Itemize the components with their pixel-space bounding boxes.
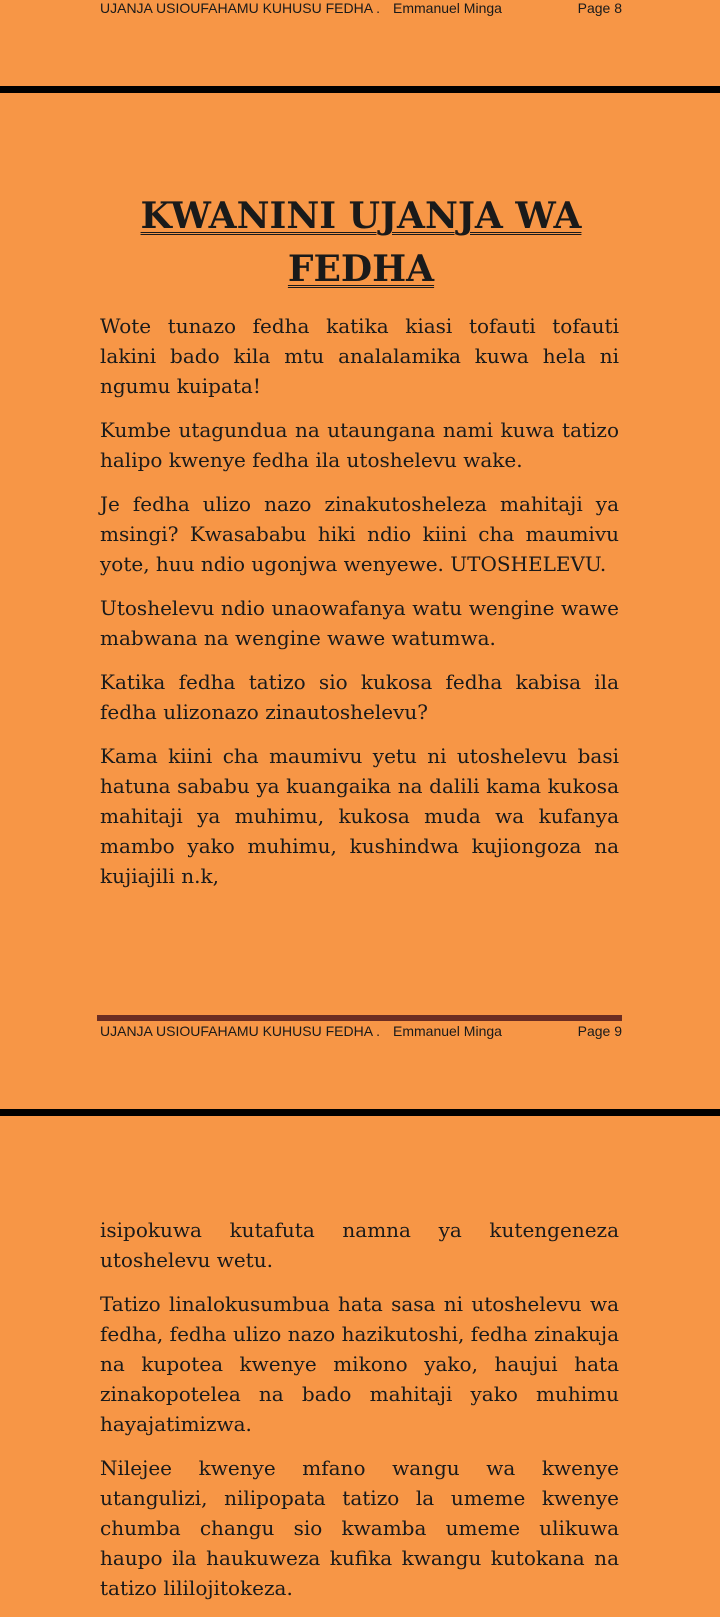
paragraph: Tatizo linalokusumbua hata sasa ni utoshelevu wa fedha, fedha ulizo nazo hazikutoshi, fedha zinakuja na kupotea kwenye mikono yako, haujui hata zinakopotelea na bado mahitaji yako muhimu hayajatimizwa. [100,1292,619,1436]
paragraph: isipokuwa kutafuta namna ya kutengeneza utoshelevu wetu. [100,1218,619,1272]
paragraph: Katika fedha tatizo sio kukosa fedha kabisa ila fedha ulizonazo zinautoshelevu? [100,670,619,724]
footer-page-number: Page 8 [577,0,622,16]
paragraph: Kama kiini cha maumivu yetu ni utoshelevu basi hatuna sababu ya kuangaika na dalili kama kukosa mahitaji ya muhimu, kukosa muda wa kufanya mambo yako muhimu, kushindwa kujiongoza na kujiajili n.k, [100,744,619,888]
page-body [100,1215,619,1617]
page-body [100,311,619,905]
footer-book-title: UJANJA USIOUFAHAMU KUHUSU FEDHA . [100,0,381,16]
footer-page-number: Page 9 [577,1023,622,1039]
paragraph: Utoshelevu ndio unaowafanya watu wengine wawe mabwana na wengine wawe watumwa. [100,596,619,650]
footer-book-title: UJANJA USIOUFAHAMU KUHUSU FEDHA . [100,1023,381,1039]
chapter-title: KWANINI UJANJA WA FEDHA [140,195,582,290]
paragraph: Kumbe utagundua na utaungana nami kuwa tatizo halipo kwenye fedha ila utoshelevu wake. [100,418,619,472]
footer-author: Emmanuel Minga [393,0,502,16]
footer-rule [97,1015,622,1021]
paragraph: Je fedha ulizo nazo zinakutosheleza mahitaji ya msingi? Kwasababu hiki ndio kiini cha maumivu yote, huu ndio ugonjwa wenyewe. UTOSHELEVU. [100,492,619,576]
paragraph: Nilejee kwenye mfano wangu wa kwenye utangulizi, nilipopata tatizo la umeme kwenye chumba changu sio kwamba umeme ulikuwa haupo ila haukuweza kufika kwangu kutokana na tatizo lililojitokeza. [100,1456,619,1600]
footer-author: Emmanuel Minga [393,1023,502,1039]
page-separator [0,1109,720,1116]
page-separator [0,86,720,93]
paragraph: Wote tunazo fedha katika kiasi tofauti tofauti lakini bado kila mtu analalamika kuwa hela ni ngumu kuipata! [100,314,619,398]
